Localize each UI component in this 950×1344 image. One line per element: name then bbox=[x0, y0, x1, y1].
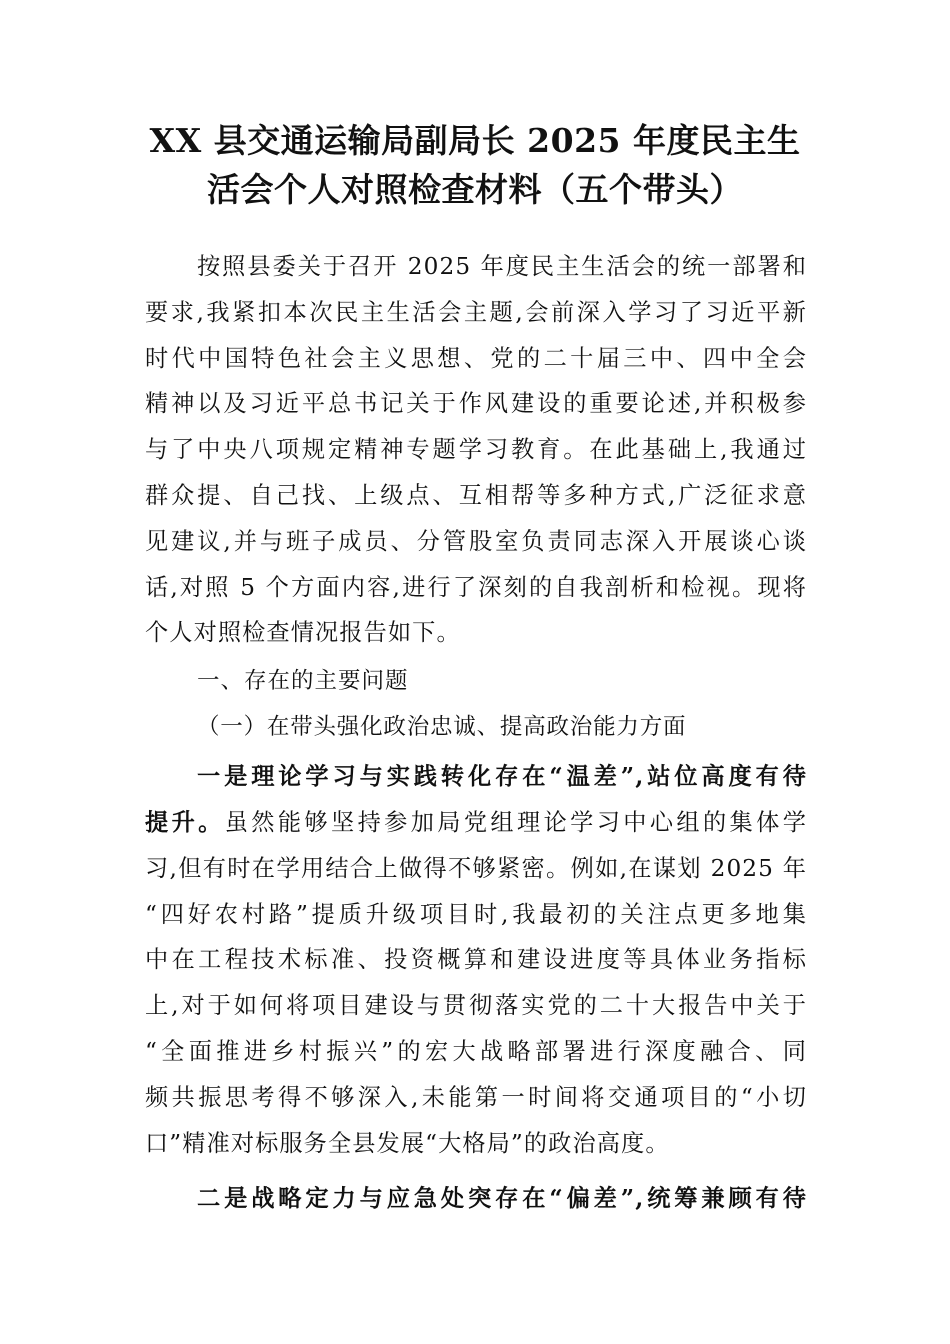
intro-line: 见建议,并与班子成员、分管股室负责同志深入开展谈心谈 bbox=[145, 527, 807, 555]
point-1-line: 中在工程技术标准、投资概算和建设进度等具体业务指标 bbox=[145, 946, 807, 974]
intro-paragraph bbox=[145, 244, 807, 656]
point-1-line: “全面推进乡村振兴”的宏大战略部署进行深度融合、同 bbox=[145, 1037, 807, 1065]
intro-line: 要求,我紧扣本次民主生活会主题,会前深入学习了习近平新 bbox=[145, 298, 807, 326]
intro-line: 与了中央八项规定精神专题学习教育。在此基础上,我通过 bbox=[145, 436, 807, 464]
point-1-line: 习,但有时在学用结合上做得不够紧密。例如,在谋划 2025 年 bbox=[145, 854, 807, 882]
section-heading-problems: 一、存在的主要问题 bbox=[197, 668, 409, 695]
intro-line: 群众提、自己找、上级点、互相帮等多种方式,广泛征求意 bbox=[145, 481, 807, 509]
point-2-paragraph bbox=[145, 1176, 807, 1222]
subsection-heading-political: （一）在带头强化政治忠诚、提高政治能力方面 bbox=[197, 714, 687, 741]
point-1-line-rest: 虽然能够坚持参加局党组理论学习中心组的集体学 bbox=[224, 808, 807, 836]
point-1-line: “四好农村路”提质升级项目时,我最初的关注点更多地集 bbox=[145, 900, 807, 928]
title-line-2: 活会个人对照检查材料（五个带头） bbox=[207, 170, 743, 209]
point-1-bold-line: 一是理论学习与实践转化存在“温差”,站位高度有待 bbox=[197, 763, 807, 791]
intro-line: 话,对照 5 个方面内容,进行了深刻的自我剖析和检视。现将 bbox=[145, 573, 807, 601]
intro-line: 按照县委关于召开 2025 年度民主生活会的统一部署和 bbox=[197, 253, 807, 280]
point-1-line: 口”精准对标服务全县发展“大格局”的政治高度。 bbox=[145, 1129, 670, 1157]
intro-line: 时代中国特色社会主义思想、党的二十届三中、四中全会 bbox=[145, 344, 807, 372]
document-body bbox=[145, 244, 807, 1222]
point-2-bold-line: 二是战略定力与应急处突存在“偏差”,统筹兼顾有待 bbox=[197, 1185, 807, 1213]
point-1-paragraph bbox=[145, 754, 807, 1166]
title-line-1: XX 县交通运输局副局长 2025 年度民主生 bbox=[149, 121, 801, 160]
point-1-line: 上,对于如何将项目建设与贯彻落实党的二十大报告中关于 bbox=[145, 992, 807, 1020]
point-1-bold-lead: 提升。 bbox=[145, 808, 225, 836]
point-1-line: 频共振思考得不够深入,未能第一时间将交通项目的“小切 bbox=[145, 1083, 807, 1111]
document-title bbox=[118, 116, 832, 214]
intro-line: 精神以及习近平总书记关于作风建设的重要论述,并积极参 bbox=[145, 390, 807, 418]
point-1-line bbox=[145, 800, 807, 846]
intro-line: 个人对照检查情况报告如下。 bbox=[145, 619, 461, 647]
